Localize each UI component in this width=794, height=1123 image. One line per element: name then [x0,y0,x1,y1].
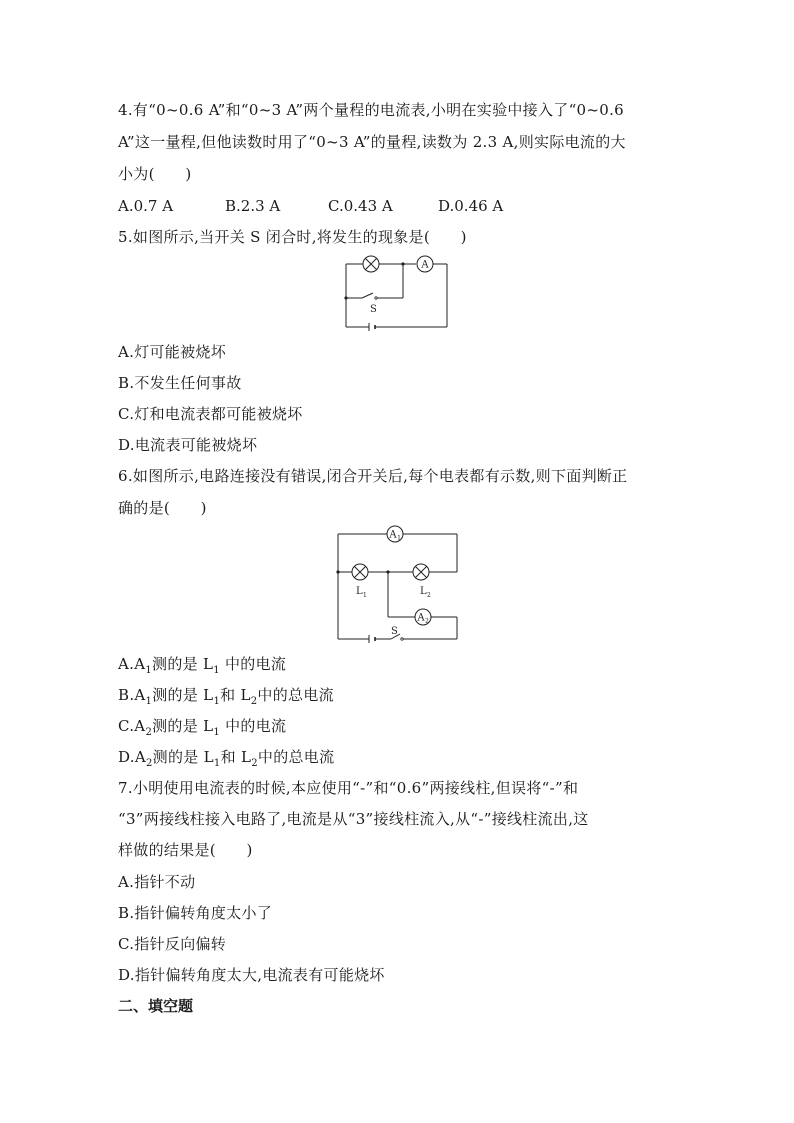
q5-stem: 5.如图所示,当开关 S 闭合时,将发生的现象是( ) [118,228,467,246]
q5-junction-dot [401,262,404,265]
q5-battery-icon [369,323,375,331]
q6-l2-subscript: 2 [427,592,431,599]
q4-option-d: D.0.46 A [438,197,504,215]
q5-option-a: A.灯可能被烧坏 [118,343,227,361]
q6-stem-line2: 确的是( ) [118,499,207,517]
q6-a1-subscript: 1 [397,535,401,542]
q4-option-a: A.0.7 A [118,197,174,215]
q4-stem-line1: 4.有“0~0.6 A”和“0~3 A”两个量程的电流表,小明在实验中接入了“0~0.6 [118,101,625,119]
q4-option-b: B.2.3 A [225,197,281,215]
q7-option-c: C.指针反向偏转 [118,935,227,953]
q6-a2-subscript: 2 [425,618,429,625]
q6-ammeter-a2-icon [415,609,431,625]
q5-ammeter-label: A [421,259,429,271]
q5-option-b: B.不发生任何事故 [118,374,242,392]
q5-option-d: D.电流表可能被烧坏 [118,436,258,454]
q6-l2-label: L [420,586,427,597]
q4-stem-line3: 小为( ) [118,165,192,183]
q6-bulb-l1-icon [352,564,368,580]
q4-option-c: C.0.43 A [328,197,393,215]
q6-switch-contact [401,638,403,640]
q6-option-a: $A.A_1$测的是 $L_1$ 中的电流 [118,655,287,676]
q7-stem-line2: “3”两接线柱接入电路了,电流是从“3”接线柱流入,从“-”接线柱流出,这 [118,810,589,828]
q7-option-d: D.指针偏转角度太大,电流表有可能烧坏 [118,966,385,984]
q5-circuit-diagram [340,252,452,334]
q6-circuit-diagram [332,520,462,644]
q6-stem-line1: 6.如图所示,电路连接没有错误,闭合开关后,每个电表都有示数,则下面判断正 [118,467,628,485]
q5-ammeter-icon [417,256,433,272]
q6-l1-label: L [356,586,363,597]
q7-stem-line1: 7.小明使用电流表的时候,本应使用“-”和“0.6”两接线柱,但误将“-”和 [118,779,579,797]
section-heading-fill-in-blank: 二、填空题 [118,997,194,1015]
q6-switch-label: S [391,626,398,637]
q4-stem-line2: A”这一量程,但他读数时用了“0~3 A”的量程,读数为 2.3 A,则实际电流的大 [118,133,626,151]
q6-a1-label: A [389,529,397,541]
q6-bulb-l2-icon [413,564,429,580]
q6-junction-dot [336,570,339,573]
q6-option-c: $C.A_2$测的是 $L_1$ 中的电流 [118,717,287,738]
q5-option-c: C.灯和电流表都可能被烧坏 [118,405,303,423]
q5-switch-label: S [370,304,377,315]
q6-battery-icon [369,635,375,643]
q5-bulb-icon [363,256,379,272]
q6-option-b: $B.A_1$测的是 $L_1$和 $L_2$中的总电流 [118,686,334,707]
q6-l1-subscript: 1 [363,592,367,599]
q6-ammeter-a1-icon [387,526,403,542]
q7-option-a: A.指针不动 [118,873,196,891]
q7-stem-line3: 样做的结果是( ) [118,841,253,859]
q5-switch-contact [375,297,377,299]
q6-option-d: $D.A_2$测的是 $L_1$和 $L_2$中的总电流 [118,748,335,769]
q5-junction-dot [344,296,347,299]
q7-option-b: B.指针偏转角度太小了 [118,904,273,922]
q6-junction-dot [386,570,389,573]
q6-a2-label: A [417,612,425,624]
